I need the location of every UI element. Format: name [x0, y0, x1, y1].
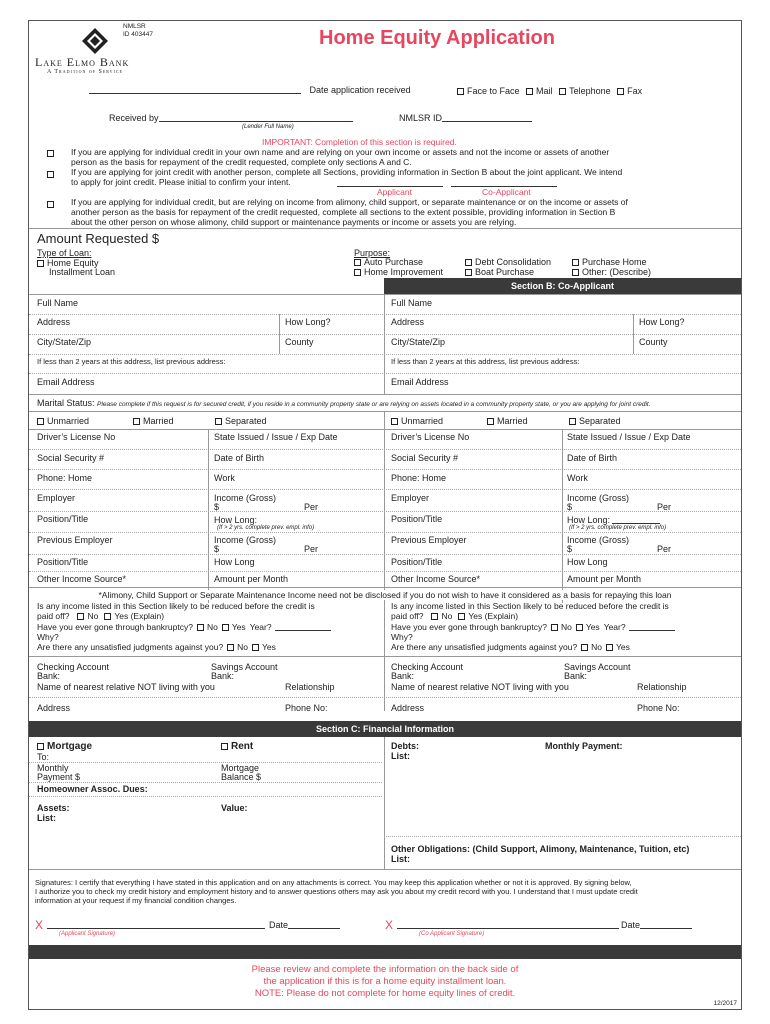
co-judgments-yes[interactable]: Yes [606, 642, 630, 652]
column-divider [384, 294, 385, 394]
email-field[interactable]: Email Address [37, 377, 95, 387]
prev-income-per[interactable]: Per [304, 544, 319, 554]
relationship-field[interactable]: Relationship [285, 682, 335, 692]
opt2-checkbox[interactable] [47, 169, 57, 179]
lender-full-name-hint: (Lender Full Name) [242, 124, 294, 130]
rent-checkbox[interactable]: Rent [221, 741, 253, 752]
column-divider [384, 411, 385, 711]
co-applicant-date-field[interactable]: Date [621, 920, 692, 930]
mortgage-checkbox[interactable]: Mortgage [37, 741, 92, 752]
face-checkbox[interactable]: Face to Face [457, 86, 520, 96]
opt1-checkbox[interactable] [47, 148, 57, 158]
co-judgments-no[interactable]: No [581, 642, 602, 652]
mortgage-balance-label: Mortgage [221, 763, 260, 773]
received-by-row [109, 113, 353, 123]
divider [29, 554, 741, 555]
balance-field[interactable]: Balance $ [221, 772, 262, 782]
income-dollar[interactable]: $ [214, 502, 220, 512]
co-amount-per-month-field[interactable]: Amount per Month [567, 574, 642, 584]
debts-list-field[interactable]: List: [391, 751, 410, 761]
nmlsr-id-row [399, 113, 532, 123]
co-bankruptcy-yes[interactable]: Yes [576, 622, 600, 632]
co-ssn-field[interactable]: Social Security # [391, 453, 459, 463]
marital-status-label: Marital Status: [37, 398, 95, 408]
other-checkbox[interactable]: Other: (Describe) [572, 267, 651, 277]
co-bankruptcy-no[interactable]: No [551, 622, 572, 632]
address-field[interactable]: Address [37, 317, 71, 327]
debts-label: Debts: [391, 741, 420, 751]
divider [29, 656, 741, 657]
footer-line-1: Please review and complete the information on the back side of [251, 964, 519, 975]
nmlsr-label: NMLSR [123, 23, 146, 30]
co-applicant-label: Co-Applicant [482, 187, 531, 197]
income-reduce-question: Is any income listed in this Section likely to be reduced before the credit is [37, 601, 315, 611]
co-paid-off-row: paid off? No Yes (Explain) [391, 611, 519, 621]
bankruptcy-row: Have you ever gone through bankruptcy? No Yes Year? [37, 622, 331, 632]
phone-work-field[interactable]: Work [214, 473, 235, 483]
co-prev-position-field[interactable]: Position/Title [391, 557, 443, 567]
footer-line-2: the application if this is for a home equity installment loan. [263, 976, 507, 987]
co-how-long-employed-field[interactable]: How Long: [567, 515, 660, 525]
relative-field[interactable]: Name of nearest relative NOT living with you [37, 682, 215, 692]
monthly-payment-label: Monthly Payment: [545, 741, 623, 751]
divider [29, 314, 741, 315]
monthly-label: Monthly [37, 763, 69, 773]
signature-statement-1: Signatures: I certify that everything I have stated in this application and on any attachments is correct. You may keep this application whether or not it is approved. By signing below, [35, 878, 632, 887]
judgments-no[interactable]: No [227, 642, 248, 652]
payment-field[interactable]: Payment $ [37, 772, 81, 782]
hoa-dues-field[interactable]: Homeowner Assoc. Dues: [37, 784, 148, 794]
co-previous-employer-field[interactable]: Previous Employer [391, 535, 467, 545]
bankruptcy-no[interactable]: No [197, 622, 218, 632]
received-method-options [457, 86, 642, 96]
other-obligations-label: Other Obligations: (Child Support, Alimony, Maintenance, Tuition, etc) [391, 844, 690, 854]
why-label[interactable]: Why? [37, 632, 59, 642]
date-received-line[interactable] [89, 85, 301, 94]
mail-checkbox[interactable]: Mail [526, 86, 553, 96]
divider [208, 429, 209, 603]
unmarried-checkbox[interactable]: Unmarried [37, 416, 89, 426]
opt3-checkbox[interactable] [47, 199, 57, 209]
co-how-long-field[interactable]: How Long? [639, 317, 685, 327]
co-prev-how-long-field[interactable]: How Long [567, 557, 608, 567]
auto-purchase-checkbox[interactable]: Auto Purchase [354, 257, 423, 267]
opt2-text: If you are applying for joint credit with another person, complete all Sections, providing information in Section B about the joint applicant. We intend [71, 167, 623, 177]
co-relationship-field[interactable]: Relationship [637, 682, 687, 692]
prev-how-long-field[interactable]: How Long [214, 557, 255, 567]
divider [29, 697, 741, 698]
divider [29, 429, 741, 430]
co-previous-address-field[interactable]: If less than 2 years at this address, list previous address: [391, 357, 580, 366]
dob-field[interactable]: Date of Birth [214, 453, 265, 463]
opt1-text: If you are applying for individual credit in your own name and are relying on your own income or assets and not the income or assets of another [71, 147, 610, 157]
received-by-label: Received by [109, 113, 159, 123]
purpose-label: Purpose: [354, 248, 391, 258]
co-relative-field[interactable]: Name of nearest relative NOT living with you [391, 682, 569, 692]
state-issued-field[interactable]: State Issued / Issue / Exp Date [214, 432, 338, 442]
co-bankruptcy-row: Have you ever gone through bankruptcy? No Yes Year? [391, 622, 675, 632]
co-paid-off-yes[interactable]: Yes (Explain) [458, 611, 518, 621]
applicant-signature-line[interactable] [47, 920, 265, 930]
boat-purchase-checkbox[interactable]: Boat Purchase [465, 267, 534, 277]
value-label: Value: [221, 803, 248, 813]
co-checking-bank-field[interactable]: Bank: [391, 671, 415, 681]
opt3-text: If you are applying for individual credit, but are relying on income from alimony, child support, or separate maintenance or on the income or assets of [71, 197, 628, 207]
phone-home-field[interactable]: Phone: Home [37, 473, 93, 483]
co-prev-income-per[interactable]: Per [657, 544, 672, 554]
married-checkbox[interactable]: Married [133, 416, 174, 426]
co-email-field[interactable]: Email Address [391, 377, 449, 387]
bank-tagline: A Tradition of Service [47, 69, 123, 75]
marital-status-note: Please complete if this request is for secured credit, if you reside in a community property state or are relying on assets located in a community property state, or you are applying for joint credit. [97, 401, 651, 408]
co-income-reduce-question: Is any income listed in this Section likely to be reduced before the credit is [391, 601, 669, 611]
divider [29, 587, 741, 588]
signature-statement-2: I authorize you to check my credit history and employment history and to answer questions others may ask you about my credit record with you. I understand that I must update credit [35, 887, 638, 896]
paid-off-yes[interactable]: Yes (Explain) [104, 611, 164, 621]
nmlsr-id-line[interactable] [442, 113, 532, 122]
alimony-note: *Alimony, Child Support or Separate Maintenance Income need not be disclosed if you do not wish to have it considered as a basis for repaying this loan [29, 590, 741, 600]
nmlsr-id-label: NMLSR ID [399, 113, 443, 123]
co-separated-checkbox[interactable]: Separated [569, 416, 621, 426]
co-checking-account-label: Checking Account [391, 662, 464, 672]
co-phone-home-field[interactable]: Phone: Home [391, 473, 447, 483]
divider [29, 294, 741, 295]
co-position-field[interactable]: Position/Title [391, 514, 443, 524]
divider [29, 394, 741, 395]
debt-consolidation-checkbox[interactable]: Debt Consolidation [465, 257, 551, 267]
city-state-zip-field[interactable]: City/State/Zip [37, 337, 92, 347]
separated-checkbox[interactable]: Separated [215, 416, 267, 426]
other-income-field[interactable]: Other Income Source* [37, 574, 127, 584]
how-long-field[interactable]: How Long? [285, 317, 331, 327]
co-savings-account-label: Savings Account [564, 662, 631, 672]
income-per[interactable]: Per [304, 502, 319, 512]
co-city-state-zip-field[interactable]: City/State/Zip [391, 337, 446, 347]
installment-loan-label: Installment Loan [49, 267, 116, 277]
ssn-field[interactable]: Social Security # [37, 453, 105, 463]
paid-off-row: paid off? No Yes (Explain) [37, 611, 165, 621]
divider [29, 228, 741, 229]
co-unmarried-checkbox[interactable]: Unmarried [391, 416, 443, 426]
judgments-row: Are there any unsatisfied judgments against you? No Yes [37, 642, 276, 652]
co-employer-field[interactable]: Employer [391, 493, 430, 503]
bankruptcy-yes[interactable]: Yes [222, 622, 246, 632]
divider [29, 373, 741, 374]
purchase-home-checkbox[interactable]: Purchase Home [572, 257, 647, 267]
savings-bank-field[interactable]: Bank: [211, 671, 235, 681]
amount-per-month-field[interactable]: Amount per Month [214, 574, 289, 584]
divider [29, 411, 741, 412]
co-why-label[interactable]: Why? [391, 632, 413, 642]
prev-empl-note: (If > 2 yrs. complete prev. empl. info) [217, 525, 315, 531]
fax-checkbox[interactable]: Fax [617, 86, 642, 96]
co-relative-address-field[interactable]: Address [391, 703, 425, 713]
divider [29, 354, 741, 355]
co-applicant-x-mark: X [385, 918, 394, 932]
co-applicant-signature-hint: (Co Applicant Signature) [419, 931, 485, 937]
income-gross-label: Income (Gross) [214, 493, 277, 503]
amount-requested-label: Amount Requested $ [37, 231, 160, 246]
applicant-date-field[interactable]: Date [269, 920, 340, 930]
home-equity-checkbox[interactable]: Home Equity [37, 258, 99, 268]
co-judgments-row: Are there any unsatisfied judgments against you? No Yes [391, 642, 630, 652]
co-relative-phone-field[interactable]: Phone No: [637, 703, 680, 713]
co-drivers-license-field[interactable]: Driver’s License No [391, 432, 470, 442]
type-of-loan-label: Type of Loan: [37, 248, 92, 258]
application-form [28, 20, 742, 1010]
co-prev-income-dollar[interactable]: $ [567, 544, 573, 554]
checking-account-label: Checking Account [37, 662, 110, 672]
bank-logo-icon [81, 27, 109, 55]
telephone-checkbox[interactable]: Telephone [559, 86, 611, 96]
footer-band [29, 945, 741, 959]
co-income-gross-label: Income (Gross) [567, 493, 630, 503]
divider [562, 429, 563, 603]
bank-name: Lake Elmo Bank [35, 55, 130, 69]
to-field[interactable]: To: [37, 752, 50, 762]
co-county-field[interactable]: County [639, 337, 668, 347]
checking-bank-field[interactable]: Bank: [37, 671, 61, 681]
divider [29, 869, 741, 870]
co-dob-field[interactable]: Date of Birth [567, 453, 618, 463]
relative-address-field[interactable]: Address [37, 703, 71, 713]
co-savings-bank-field[interactable]: Bank: [564, 671, 588, 681]
section-c-header: Section C: Financial Information [29, 721, 741, 737]
applicant-x-mark: X [35, 918, 44, 932]
marital-status-row [37, 398, 651, 408]
prev-position-field[interactable]: Position/Title [37, 557, 89, 567]
divider [384, 836, 741, 837]
date-received-label: Date application received [309, 85, 411, 95]
co-address-field[interactable]: Address [391, 317, 425, 327]
footer-line-3: NOTE: Please do not complete for home equity lines of credit. [254, 988, 516, 999]
date-received-row [89, 85, 411, 95]
previous-address-field[interactable]: If less than 2 years at this address, list previous address: [37, 357, 226, 366]
savings-account-label: Savings Account [211, 662, 278, 672]
employer-field[interactable]: Employer [37, 493, 76, 503]
full-name-field[interactable]: Full Name [37, 298, 79, 308]
received-by-line[interactable] [159, 113, 353, 122]
nmlsr-id: ID 403447 [123, 31, 153, 38]
co-full-name-field[interactable]: Full Name [391, 298, 433, 308]
relative-phone-field[interactable]: Phone No: [285, 703, 328, 713]
page-title: Home Equity Application [319, 27, 555, 49]
divider [29, 532, 741, 533]
revision-date: 12/2017 [713, 1000, 737, 1007]
applicant-label: Applicant [377, 187, 412, 197]
county-field[interactable]: County [285, 337, 314, 347]
co-state-issued-field[interactable]: State Issued / Issue / Exp Date [567, 432, 691, 442]
home-improvement-checkbox[interactable]: Home Improvement [354, 267, 443, 277]
assets-list-field[interactable]: List: [37, 813, 56, 823]
bankruptcy-year-line[interactable] [275, 622, 331, 631]
position-field[interactable]: Position/Title [37, 514, 89, 524]
paid-off-no[interactable]: No [77, 611, 98, 621]
divider [29, 796, 382, 797]
opt2-text-2: to apply for joint credit. Please initial to confirm your intent. [71, 177, 291, 187]
divider [29, 511, 741, 512]
divider [29, 571, 741, 572]
other-obligations-list-field[interactable]: List: [391, 854, 410, 864]
opt1-text-2: person as the basis for repayment of the credit requested, complete only sections A and C. [71, 157, 412, 167]
applicant-signature-hint: (Applicant Signature) [59, 931, 116, 937]
co-phone-work-field[interactable]: Work [567, 473, 588, 483]
divider [29, 334, 741, 335]
co-applicant-signature-line[interactable] [397, 920, 619, 930]
divider [29, 449, 741, 450]
co-other-income-field[interactable]: Other Income Source* [391, 574, 481, 584]
co-income-per[interactable]: Per [657, 502, 672, 512]
divider [29, 489, 741, 490]
divider [29, 469, 741, 470]
opt3-text-2: another person as the basis for repayment of the credit requested, complete all sections to the extent possible, providing information in Section B [71, 207, 616, 217]
drivers-license-field[interactable]: Driver’s License No [37, 432, 116, 442]
co-income-dollar[interactable]: $ [567, 502, 573, 512]
prev-income-dollar[interactable]: $ [214, 544, 220, 554]
how-long-employed-field[interactable]: How Long: [214, 515, 258, 525]
important-heading: IMPORTANT: Completion of this section is required. [262, 137, 457, 147]
prev-income-gross-label: Income (Gross) [214, 535, 277, 545]
judgments-yes[interactable]: Yes [252, 642, 276, 652]
column-divider [384, 737, 385, 869]
co-prev-empl-note: (If > 2 yrs. complete prev. empl. info) [569, 525, 667, 531]
previous-employer-field[interactable]: Previous Employer [37, 535, 113, 545]
co-married-checkbox[interactable]: Married [487, 416, 528, 426]
signature-statement-3: information at your request if my financial condition changes. [35, 896, 237, 905]
opt3-text-3: about the other person on whose alimony, child support or maintenance payments or income or assets you are relying. [71, 217, 517, 227]
co-paid-off-no[interactable]: No [431, 611, 452, 621]
assets-label: Assets: [37, 803, 70, 813]
co-bankruptcy-year-line[interactable] [629, 622, 675, 631]
divider [29, 762, 382, 763]
co-prev-income-gross-label: Income (Gross) [567, 535, 630, 545]
divider [29, 782, 382, 783]
section-b-header: Section B: Co-Applicant [384, 278, 741, 294]
